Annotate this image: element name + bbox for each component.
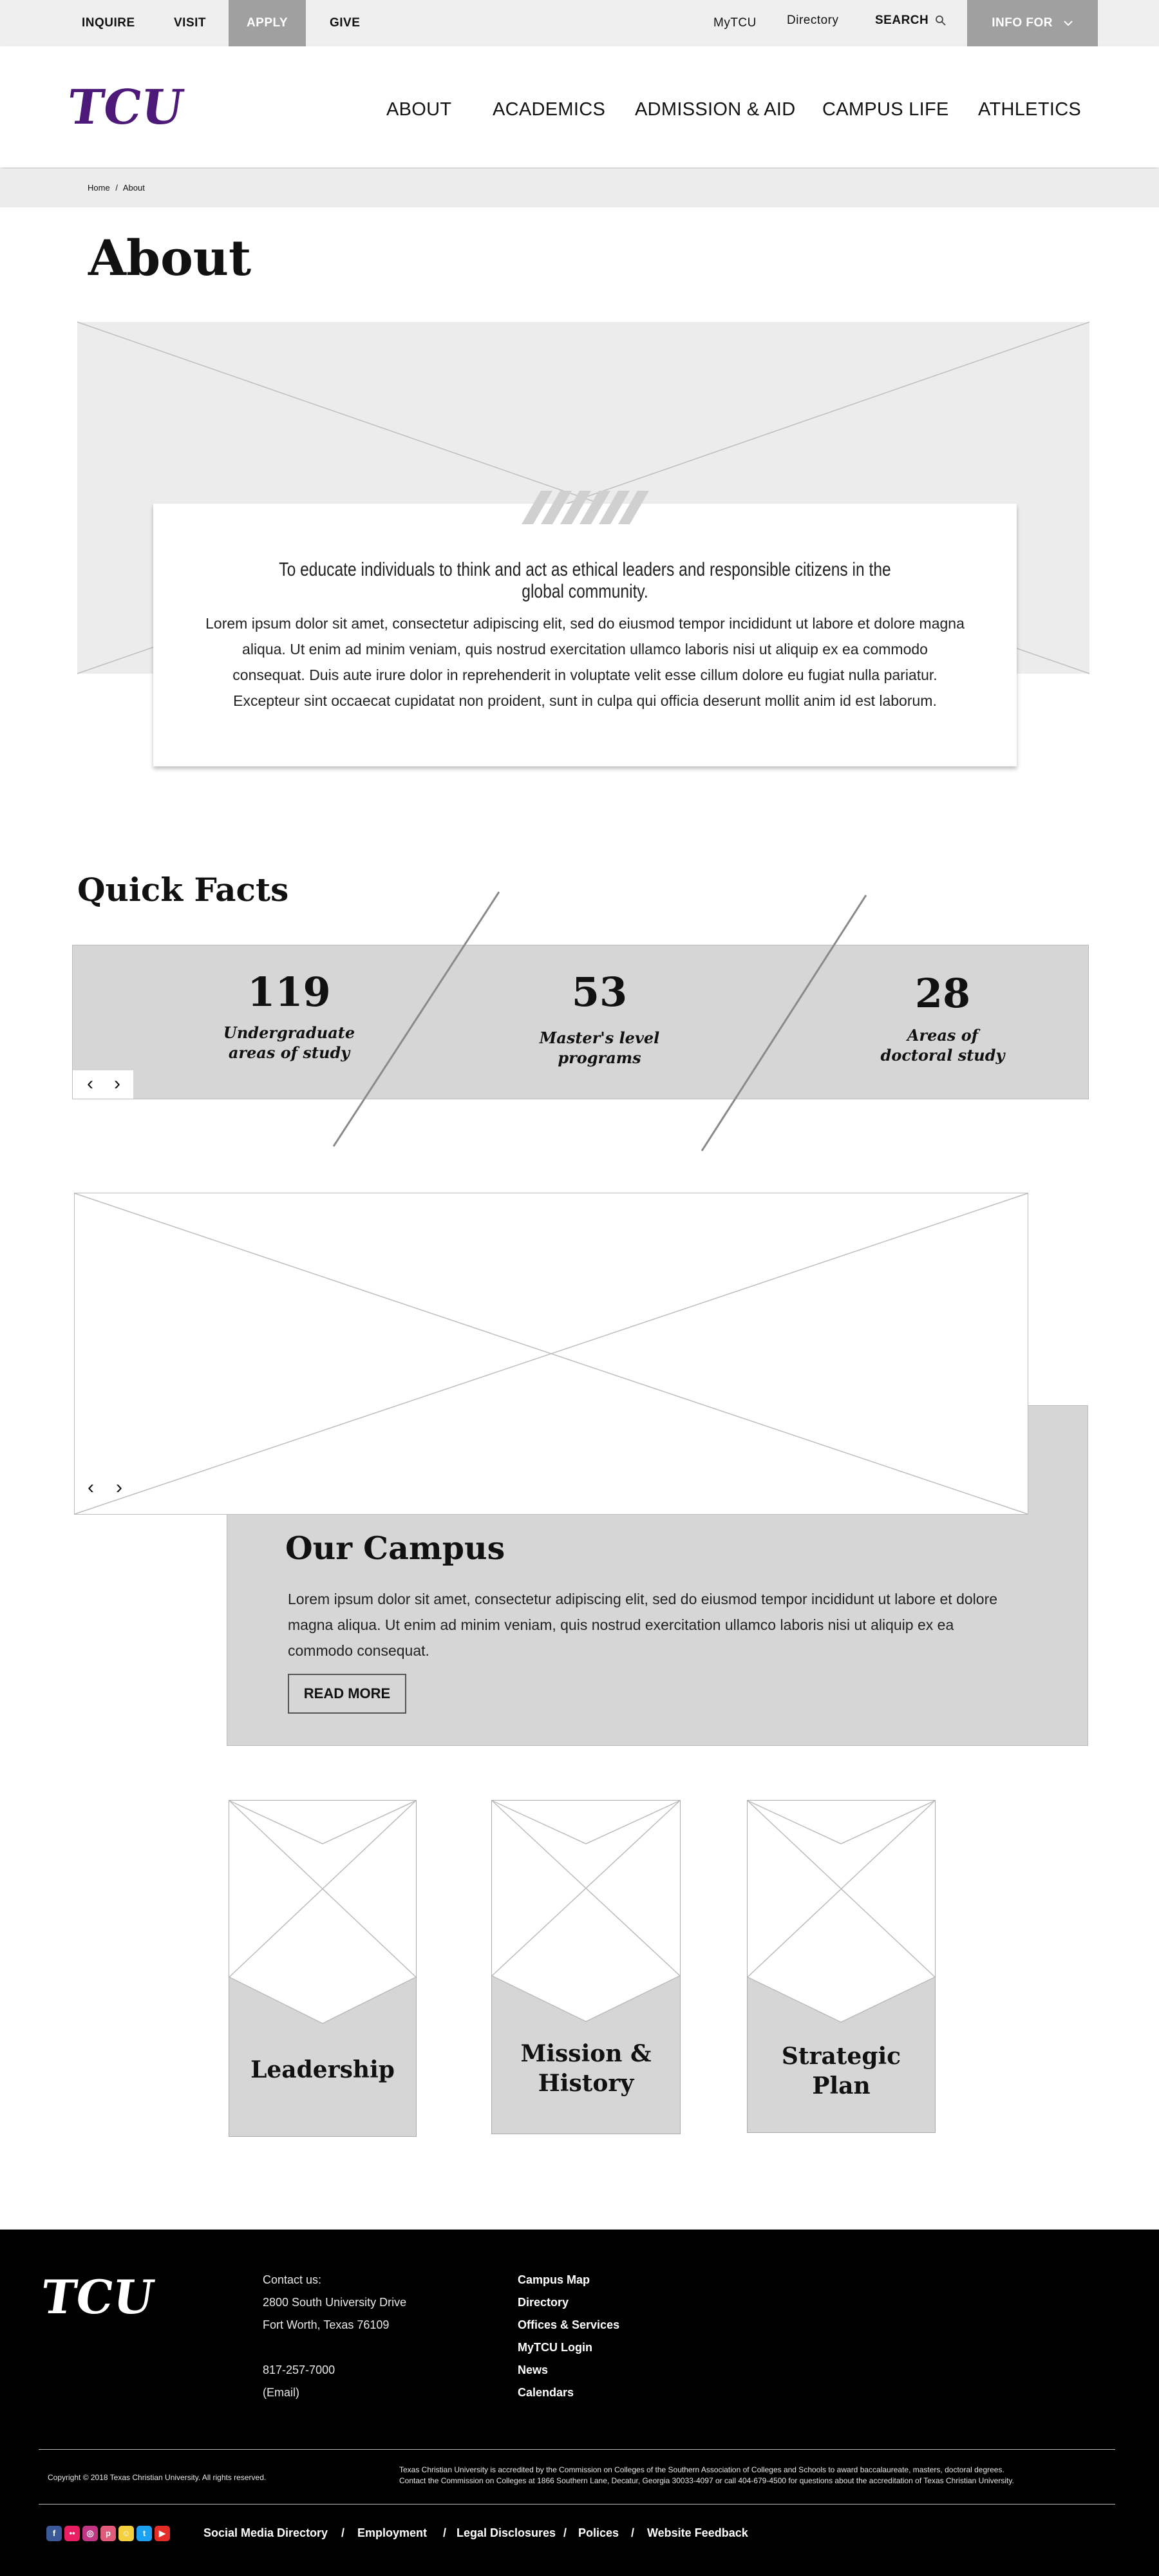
tcu-logo-mark (64, 79, 187, 135)
website-feedback-link[interactable]: Website Feedback (647, 2526, 748, 2539)
twitter-icon[interactable]: t (137, 2526, 152, 2541)
quick-facts-title: Quick Facts (77, 871, 289, 909)
link-separator: / (631, 2526, 635, 2539)
breadcrumb-home[interactable]: Home (88, 183, 110, 193)
contact-label: Contact us: (263, 2273, 322, 2286)
fact-number: 28 (914, 970, 971, 1017)
strategic-plan-card[interactable] (747, 1800, 936, 2133)
link-separator: / (443, 2526, 447, 2539)
social-media-directory-link[interactable]: Social Media Directory (203, 2526, 328, 2539)
campus-next-button[interactable]: › (116, 1477, 122, 1498)
main-header (0, 46, 1159, 167)
footer (0, 2230, 1159, 2576)
directory-link[interactable]: Directory (787, 14, 839, 27)
fact-label-line2: doctoral study (880, 1046, 1005, 1065)
info-for-label: INFO FOR (992, 16, 1053, 30)
footer-divider (39, 2449, 1115, 2450)
flickr-icon[interactable]: •• (64, 2526, 80, 2541)
accreditation-line1: Texas Christian University is accredited by the Commission on Colleges of the Southern Association of Colleges and Schools to award baccalaureate, masters, doctoral degrees. (399, 2465, 1004, 2474)
fact-label-line1: Undergraduate (223, 1023, 355, 1042)
facebook-icon[interactable]: f (46, 2526, 62, 2541)
page-title: About (88, 229, 252, 287)
search-label: SEARCH (875, 14, 929, 27)
footer-link-offices[interactable]: Offices & Services (518, 2318, 620, 2331)
mission-box (153, 504, 1017, 766)
search-icon (935, 15, 947, 26)
give-link[interactable]: GIVE (330, 16, 361, 30)
link-separator: / (563, 2526, 567, 2539)
accreditation-line2: Contact the Commission on Colleges at 1866 Southern Lane, Decatur, Georgia 30033-4097 or call 404-679-4500 for questions about the accreditation of Texas Christian University. (399, 2476, 1014, 2485)
instagram-icon[interactable]: ◎ (82, 2526, 98, 2541)
search-link[interactable] (875, 0, 947, 44)
mission-history-card[interactable] (491, 1800, 681, 2134)
chevron-down-icon (1063, 19, 1073, 27)
campus-image-placeholder (74, 1193, 1028, 1515)
footer-link-calendars[interactable]: Calendars (518, 2386, 574, 2399)
campus-title: Our Campus (285, 1530, 505, 1567)
mytcu-link[interactable]: MyTCU (713, 16, 757, 30)
campus-image-icon (75, 1193, 1028, 1514)
address-line1: 2800 South University Drive (263, 2296, 407, 2309)
utility-bar (0, 0, 1159, 46)
svg-text:TCU: TCU (37, 2270, 158, 2325)
phone-number[interactable]: 817-257-7000 (263, 2363, 335, 2376)
nav-admission[interactable]: ADMISSION & AID (635, 99, 796, 120)
read-more-button[interactable]: READ MORE (288, 1674, 406, 1714)
tcu-logo[interactable] (64, 79, 187, 135)
employment-link[interactable]: Employment (357, 2526, 428, 2539)
card-image-icon (229, 1801, 416, 2136)
breadcrumb (0, 169, 1159, 207)
diagonal-divider (322, 889, 515, 1153)
card-title-line1: Strategic (781, 2043, 901, 2070)
link-separator: / (341, 2526, 345, 2539)
legal-disclosures-link[interactable]: Legal Disclosures (457, 2526, 556, 2539)
facts-arrow-box (73, 1070, 133, 1099)
fact-label-line1: Master's level (539, 1028, 660, 1047)
card-title-line2: Plan (812, 2072, 871, 2099)
mission-statement: To educate individuals to think and act as ethical leaders and responsible citizens in the global community. (279, 559, 891, 602)
info-for-button[interactable] (967, 0, 1098, 46)
fact-number: 119 (247, 969, 331, 1016)
facts-next-button[interactable]: › (114, 1073, 120, 1094)
policies-link[interactable]: Polices (578, 2526, 619, 2539)
youtube-icon[interactable]: ▶ (155, 2526, 170, 2541)
nav-about[interactable]: ABOUT (386, 99, 452, 120)
fact-label-line2: areas of study (228, 1043, 350, 1062)
pinterest-icon[interactable]: p (100, 2526, 116, 2541)
inquire-link[interactable]: INQUIRE (82, 16, 135, 30)
fact-label-line2: programs (558, 1048, 641, 1067)
email-link[interactable]: (Email) (263, 2386, 299, 2399)
visit-link[interactable]: VISIT (174, 16, 207, 30)
breadcrumb-separator: / (115, 183, 118, 193)
diagonal-divider (695, 892, 889, 1156)
footer-logo-mark (37, 2270, 158, 2325)
mission-body: Lorem ipsum dolor sit amet, consectetur adipiscing elit, sed do eiusmod tempor incididunt ut labore et dolore magna aliqua. Ut enim ad minim veniam, quis nostrud exercitation ullamco laboris nisi ut aliquip ex ea commodo consequat. Duis aute irure dolor in reprehenderit in voluptate velit esse cillum dolore eu fugiat nulla pariatur. Excepteur sint occaecat cupidatat non proident, sunt in culpa qui officia deserunt mollit anim id est laborum. (205, 615, 965, 709)
campus-prev-button[interactable]: ‹ (88, 1477, 94, 1498)
leadership-card[interactable] (229, 1800, 417, 2137)
nav-campus-life[interactable]: CAMPUS LIFE (822, 99, 949, 120)
card-title-line2: History (538, 2070, 634, 2097)
footer-link-directory[interactable]: Directory (518, 2296, 569, 2309)
fact-label-line1: Areas of (907, 1026, 979, 1045)
apply-button[interactable]: APPLY (229, 0, 306, 46)
fact-number: 53 (571, 969, 628, 1016)
svg-text:TCU: TCU (64, 79, 187, 135)
decorative-stripes-icon (522, 491, 663, 524)
footer-link-mytcu-login[interactable]: MyTCU Login (518, 2341, 592, 2354)
nav-academics[interactable]: ACADEMICS (493, 99, 606, 120)
card-title: Leadership (250, 2056, 395, 2083)
footer-divider (39, 2504, 1115, 2505)
card-title-line1: Mission & (520, 2040, 652, 2067)
campus-body: Lorem ipsum dolor sit amet, consectetur adipiscing elit, sed do eiusmod tempor incididunt ut labore et dolore magna aliqua. Ut enim ad minim veniam, quis nostrud exercitation ullamco laboris nisi ut aliquip ex ea commodo consequat. (288, 1591, 998, 1659)
facts-prev-button[interactable]: ‹ (87, 1073, 93, 1094)
footer-link-news[interactable]: News (518, 2363, 549, 2376)
quick-facts-band (72, 945, 1089, 1099)
nav-athletics[interactable]: ATHLETICS (978, 99, 1082, 120)
breadcrumb-current: About (122, 183, 145, 193)
snapchat-icon[interactable]: ☺ (118, 2526, 134, 2541)
footer-logo[interactable] (37, 2270, 158, 2325)
footer-link-campus-map[interactable]: Campus Map (518, 2273, 590, 2286)
address-line2: Fort Worth, Texas 76109 (263, 2318, 390, 2331)
copyright: Copyright © 2018 Texas Christian University. All rights reserved. (48, 2473, 267, 2482)
